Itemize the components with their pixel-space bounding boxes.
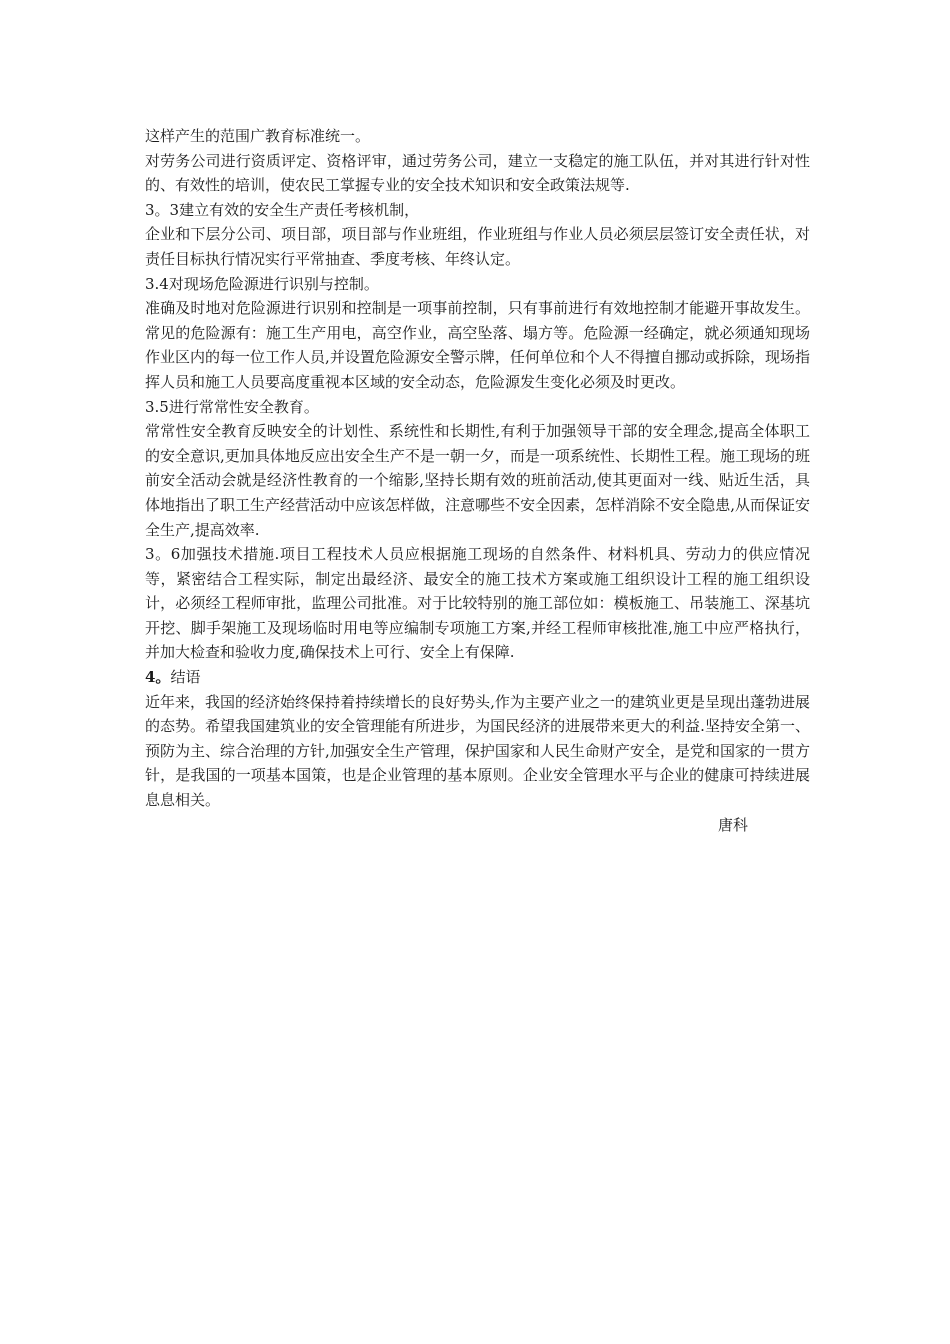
author-signature: 唐科 — [717, 815, 748, 834]
section-heading-4 — [145, 665, 810, 690]
section-heading-3-3: 3。3建立有效的安全生产责任考核机制， — [145, 200, 420, 219]
paragraph-3-6: 3。6加强技术措施.项目工程技术人员应根据施工现场的自然条件、材料机具、劳动力的供应情况等，紧密结合工程实际，制定出最经济、最安全的施工技术方案或施工组织设计工程的施工组织设计，必须经工程师审批，监理公司批准。对于比较特别的施工部位如：模板施工、吊装施工、深基坑开挖、脚手架施工及现场临时用电等应编制专项施工方案,并经工程师审核批准,施工中应严格执行，并加大检查和验收力度,确保技术上可行、安全上有保障. — [145, 545, 810, 662]
section-number-4: 4。 — [145, 668, 171, 687]
section-heading-3-5: 3.5进行常常性安全教育。 — [145, 397, 319, 416]
paragraph-3-4: 准确及时地对危险源进行识别和控制是一项事前控制，只有事前进行有效地控制才能避开事故发生。常见的危险源有：施工生产用电，高空作业，高空坠落、塌方等。危险源一经确定，就必须通知现场作业区内的每一位工作人员,并设置危险源安全警示牌，任何单位和个人不得擅自挪动或拆除，现场指挥人员和施工人员要高度重视本区域的安全动态，危险源发生变化必须及时更改。 — [145, 299, 810, 391]
section-title-conclusion: 结语 — [170, 668, 201, 687]
paragraph-conclusion: 近年来，我国的经济始终保持着持续增长的良好势头,作为主要产业之一的建筑业更是呈现出蓬勃进展的态势。希望我国建筑业的安全管理能有所进步，为国民经济的进展带来更大的利益.坚持安全第一、预防为主、综合治理的方针,加强安全生产管理，保护国家和人民生命财产安全，是党和国家的一贯方针，是我国的一项基本国策，也是企业管理的基本原则。企业安全管理水平与企业的健康可持续进展息息相关。 — [145, 692, 810, 810]
paragraph-3-3: 企业和下层分公司、项目部，项目部与作业班组，作业班组与作业人员必须层层签订安全责任状，对责任目标执行情况实行平常抽查、季度考核、年终认定。 — [145, 225, 810, 268]
paragraph-intro: 这样产生的范围广教育标准统一。 — [145, 127, 371, 145]
paragraph-labor-companies: 对劳务公司进行资质评定、资格评审，通过劳务公司，建立一支稳定的施工队伍，并对其进行针对性的、有效性的培训，使农民工掌握专业的安全技术知识和安全政策法规等. — [145, 151, 810, 195]
paragraph-3-5: 常常性安全教育反映安全的计划性、系统性和长期性,有利于加强领导干部的安全理念,提高全体职工的安全意识,更加具体地反应出安全生产不是一朝一夕，而是一项系统性、长期性工程。施工现场的班前安全活动会就是经济性教育的一个缩影,坚持长期有效的班前活动,使其更面对一线、贴近生活，具体地指出了职工生产经营活动中应该怎样做，注意哪些不安全因素，怎样消除不安全隐患,从而保证安全生产,提高效率. — [145, 422, 810, 539]
document-body — [145, 124, 810, 837]
section-heading-3-4: 3.4对现场危险源进行识别与控制。 — [145, 274, 379, 293]
